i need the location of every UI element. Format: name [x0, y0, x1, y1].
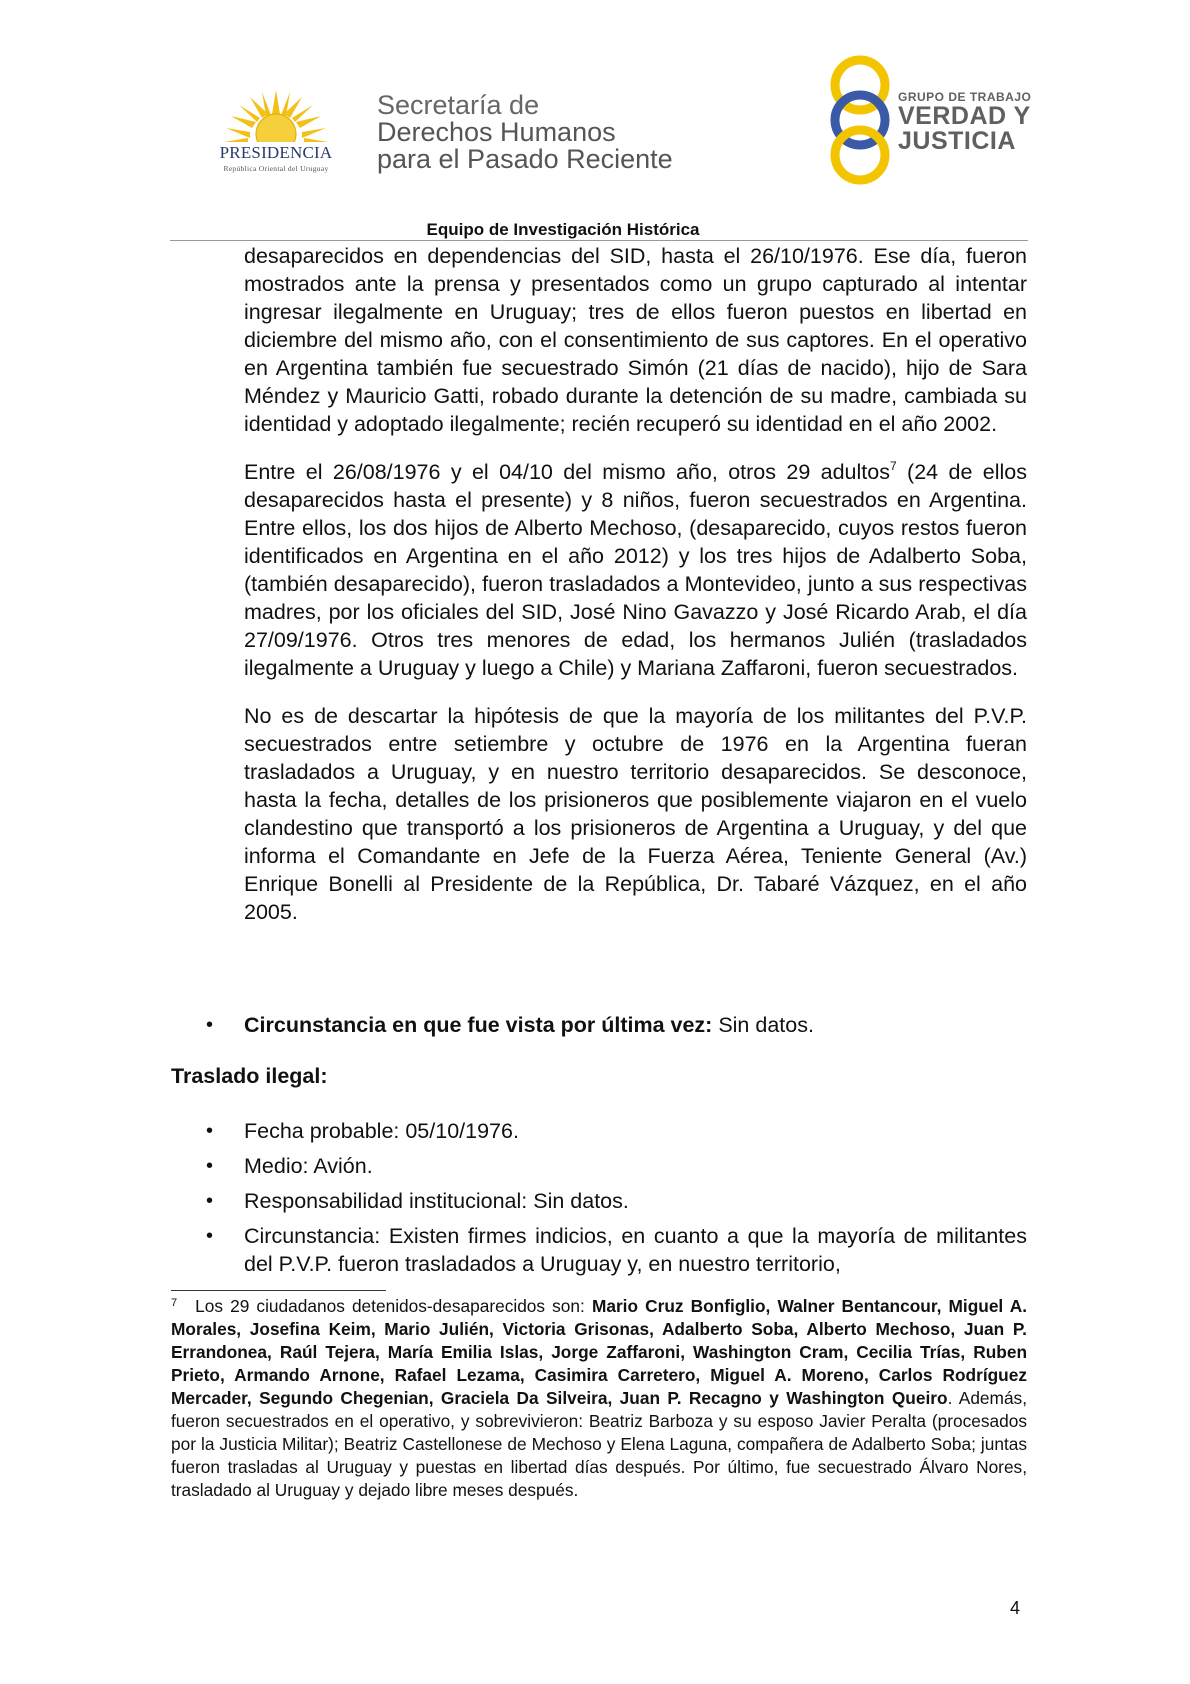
verdad-justicia-logotype — [898, 90, 1031, 154]
presidencia-subtitle: República Oriental del Uruguay — [223, 164, 329, 173]
secretaria-line-3: para el Pasado Reciente — [377, 144, 673, 174]
verdad-justicia-rings-logo-icon — [820, 55, 900, 185]
footnote-divider — [171, 1290, 386, 1291]
team-heading-text: Equipo de Investigación Histórica — [426, 220, 700, 239]
paragraph-1: desaparecidos en dependencias del SID, hasta el 26/10/1976. Ese día, fueron mostrados ante la prensa y presentados como un grupo capturado al intentar ingresar ilegalmente en Uruguay; tres de ellos fueron puestos en libertad en diciembre del mismo año, con el consentimiento de sus captores. En el operativo en Argentina también fue secuestrado Simón (21 días de nacido), hijo de Sara Méndez y Mauricio Gatti, robado durante la detención de su madre, cambiada su identidad y adoptado ilegalmente; recién recuperó su identidad en el año 2002. — [244, 244, 1027, 436]
secretaria-line-2: Derechos Humanos — [377, 117, 616, 147]
traslado-item-date: Fecha probable: 05/10/1976. — [244, 1119, 519, 1143]
grupo-line-2: VERDAD Y — [898, 102, 1031, 130]
bullet-last-seen — [244, 1011, 1027, 1039]
letterhead — [0, 0, 1190, 235]
grupo-line-3: JUSTICIA — [898, 127, 1016, 155]
secretaria-line-1: Secretaría de — [377, 90, 540, 120]
bullet-icon: • — [206, 1225, 214, 1247]
page-number: 4 — [1010, 1598, 1021, 1618]
footnote-intro: Los 29 ciudadanos detenidos-desaparecidos son: — [195, 1296, 592, 1316]
bullet-last-seen-label: Circunstancia en que fue vista por última vez: — [244, 1013, 713, 1037]
grupo-line-1: GRUPO DE TRABAJO — [898, 90, 1032, 104]
footnote-number: 7 — [171, 1297, 178, 1309]
footnote-rest: . Además, fueron secuestrados en el operativo, y sobrevivieron: Beatriz Barboza y su esposo Javier Peralta (procesados por la Justicia Militar); Beatriz Castellonese de Mechoso y Elena Laguna, compañera de Adalberto Soba; juntas fueron trasladas al Uruguay y puestas en libertad días después. Por último, fue secuestrado Álvaro Nores, trasladado al Uruguay y dejado libre meses después. — [171, 1388, 1027, 1500]
footnote-reference[interactable]: 7 — [889, 459, 897, 473]
header-divider — [170, 240, 1028, 241]
traslado-item-circumstance: Circunstancia: Existen firmes indicios, en cuanto a que la mayoría de militantes del P.V.P. fueron trasladados a Uruguay y, en nuestro territorio, — [244, 1224, 1027, 1276]
paragraph-2-part-b: (24 de ellos desaparecidos hasta el presente) y 8 niños, fueron secuestrados en Argentina. Entre ellos, los dos hijos de Alberto Mechoso, (desaparecido, cuyos restos fueron identificados en Argentina en el año 2012) y los tres hijos de Adalberto Soba, (también desaparecido), fueron trasladados a Montevideo, junto a sus respectivas madres, por los oficiales del SID, José Nino Gavazzo y José Ricardo Arab, el día 27/09/1976. Otros tres menores de edad, los hermanos Julién (trasladados ilegalmente a Uruguay y luego a Chile) y Mariana Zaffaroni, fueron secuestrados. — [244, 460, 1027, 680]
bullet-icon: • — [206, 1014, 214, 1036]
main-text — [244, 242, 1027, 946]
secretaria-logotype — [377, 92, 673, 173]
team-heading — [0, 220, 1190, 240]
footnote-names: Mario Cruz Bonfiglio, Walner Bentancour, Miguel A. Morales, Josefina Keim, Mario Julién, Victoria Grisonas, Adalberto Soba, Alberto Mechoso, Juan P. Errandonea, Raúl Tejera, María Emilia Islas, Jorge Zaffaroni, Washington Cram, Cecilia Trías, Ruben Prieto, Armando Arnone, Rafael Lezama, Casimira Carretero, Miguel A. Moreno, Carlos Rodríguez Mercader, Segundo Chegenian, Graciela Da Silveira, Juan P. Recagno y Washington Queiro — [171, 1296, 1027, 1408]
traslado-item-medium: Medio: Avión. — [244, 1154, 373, 1178]
footnote-7 — [171, 1295, 1027, 1502]
paragraph-3: No es de descartar la hipótesis de que la mayoría de los militantes del P.V.P. secuestrados entre setiembre y octubre de 1976 en la Argentina fueran trasladados a Uruguay, y en nuestro territorio desaparecidos. Se desconoce, hasta la fecha, detalles de los prisioneros que posiblemente viajaron en el vuelo clandestino que transportó a los prisioneros de Argentina a Uruguay, y del que informa el Comandante en Jefe de la Fuerza Aérea, Teniente General (Av.) Enrique Bonelli al Presidente de la República, Dr. Tabaré Vázquez, en el año 2005. — [244, 704, 1027, 924]
section-title-traslado: Traslado ilegal: — [171, 1064, 328, 1088]
bullet-last-seen-value: Sin datos. — [712, 1013, 814, 1037]
paragraph-2-part-a: Entre el 26/08/1976 y el 04/10 del mismo año, otros 29 adultos — [244, 460, 890, 484]
bullet-icon: • — [206, 1155, 214, 1177]
presidencia-title: PRESIDENCIA — [219, 143, 333, 162]
traslado-item-responsibility: Responsabilidad institucional: Sin datos. — [244, 1189, 629, 1213]
paragraph-2 — [244, 458, 1027, 682]
bullet-icon: • — [206, 1190, 214, 1212]
bullet-icon: • — [206, 1120, 214, 1142]
